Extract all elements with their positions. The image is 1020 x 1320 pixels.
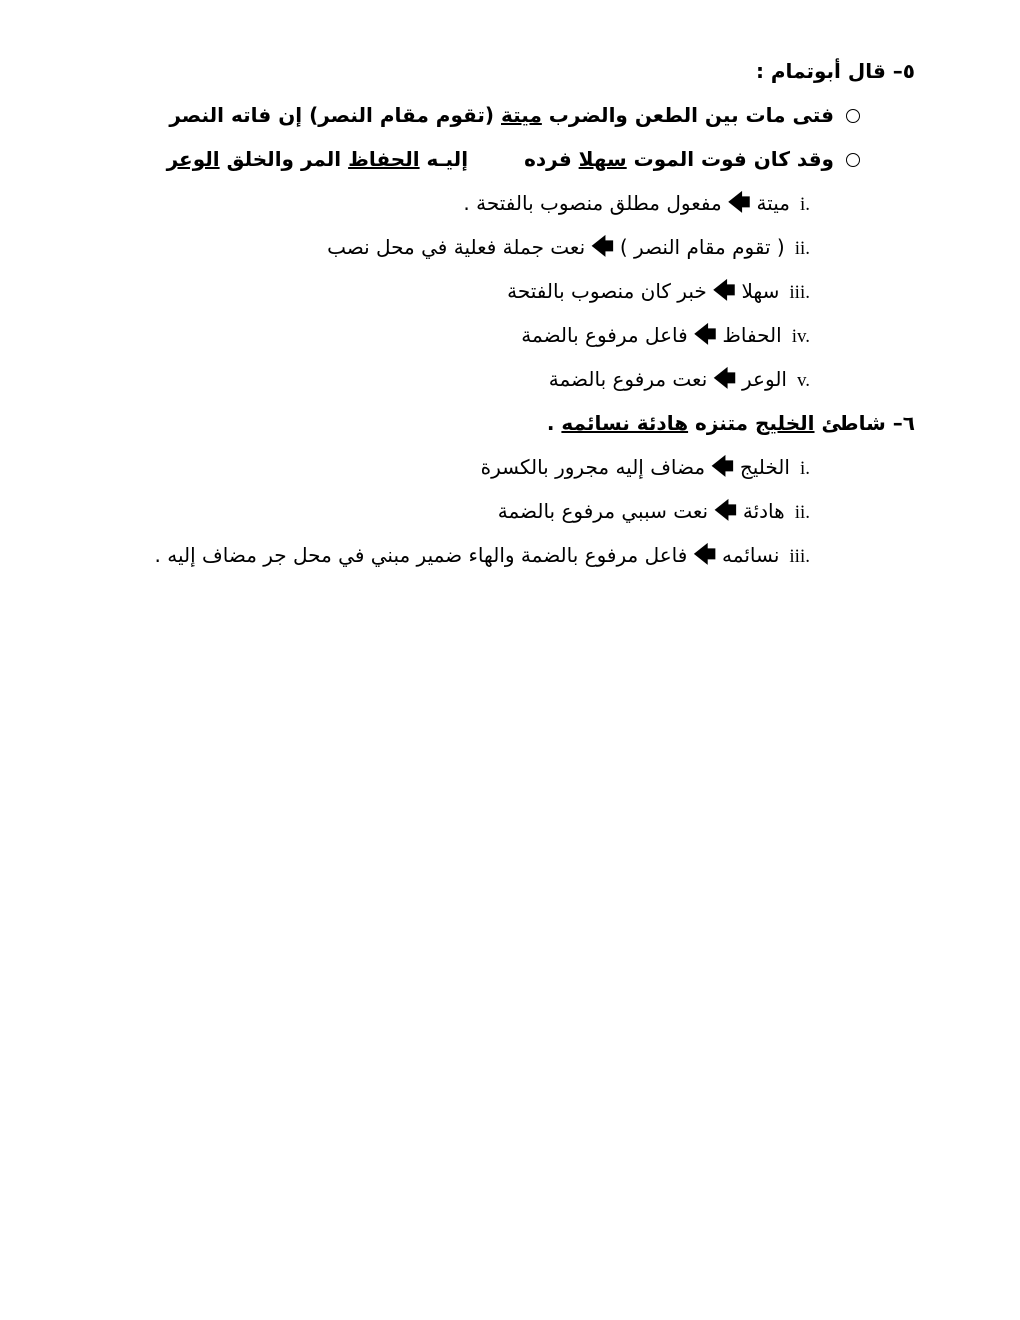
verse-2-underlined-word-3: الوعر [166,147,220,171]
left-arrow-icon: 🡄 [711,455,734,480]
item-description: مضاف إليه مجرور بالكسرة [480,455,706,479]
left-arrow-icon: 🡄 [727,191,751,216]
verse-2-part-d: المر والخلق [219,147,349,171]
item-number: ii. [794,238,810,259]
verse-2-underlined-word-2: الحفاظ [348,147,420,171]
verse-2-part-b: فرده [524,147,579,171]
item-number: ii. [794,502,810,523]
verse-2-part-c: إليـه [419,147,469,171]
left-arrow-icon: 🡄 [714,499,737,524]
q6-item-ii [498,496,810,528]
verse-1-underlined-word: ميتة [501,103,542,127]
item-description: نعت مرفوع بالضمة [548,367,708,391]
q5-item-i [463,188,810,220]
question-6-end: . [546,411,562,435]
q5-item-iii [507,276,810,308]
left-arrow-icon: 🡄 [591,235,614,260]
circle-bullet-icon [846,153,860,167]
verse-2-part-a: وقد كان فوت الموت [626,147,834,171]
item-description: خبر كان منصوب بالفتحة [507,279,707,303]
item-word: ( تقوم مقام النصر ) [619,235,785,259]
question-5-heading [756,56,915,86]
verse-1-part-b: (تقوم مقام النصر) إن فاته النصر [169,103,501,127]
item-number: i. [799,458,810,479]
item-word: الخليج [739,455,790,479]
question-6-underlined-word-2: هادئة نسائمه [561,411,689,435]
item-number: i. [799,194,810,215]
item-description: نعت سببي مرفوع بالضمة [497,499,709,523]
verse-line-2 [167,144,860,174]
item-word: ميتة [756,191,790,215]
verse-2-underlined-word-1: سهلا [578,147,627,171]
item-word: الوعر [742,367,787,391]
left-arrow-icon: 🡄 [712,279,736,304]
q6-item-iii [155,540,810,572]
item-number: iii. [789,282,810,303]
question-6-underlined-word-1: الخليج [754,411,815,435]
item-word: الحفاظ [722,323,782,347]
item-number: iii. [789,546,810,567]
item-word: سهلا [741,279,780,303]
question-5-heading-text: ٥– قال أبوتمام : [755,59,915,83]
question-6-middle: متنزه [688,411,755,435]
q6-item-i [481,452,810,484]
verse-line-1 [169,100,860,130]
item-description: مفعول مطلق منصوب بالفتحة . [463,191,722,215]
q5-item-v [549,364,810,396]
circle-bullet-icon [846,109,860,123]
item-word: نسائمه [722,543,780,567]
left-arrow-icon: 🡄 [693,543,717,568]
q5-item-ii [327,232,810,264]
q5-item-iv [521,320,810,352]
item-number: v. [796,370,810,391]
question-6-prefix: ٦– شاطئ [814,411,915,435]
left-arrow-icon: 🡄 [713,367,737,392]
item-description: فاعل مرفوع بالضمة والهاء ضمير مبني في محل جر مضاف إليه . [154,543,688,567]
item-word: هادئة [742,499,785,523]
item-description: فاعل مرفوع بالضمة [521,323,688,347]
item-description: نعت جملة فعلية في محل نصب [327,235,586,259]
question-6-heading [547,408,915,438]
verse-1-part-a: فتى مات بين الطعن والضرب [541,103,834,127]
left-arrow-icon: 🡄 [693,323,717,348]
item-number: iv. [791,326,810,347]
